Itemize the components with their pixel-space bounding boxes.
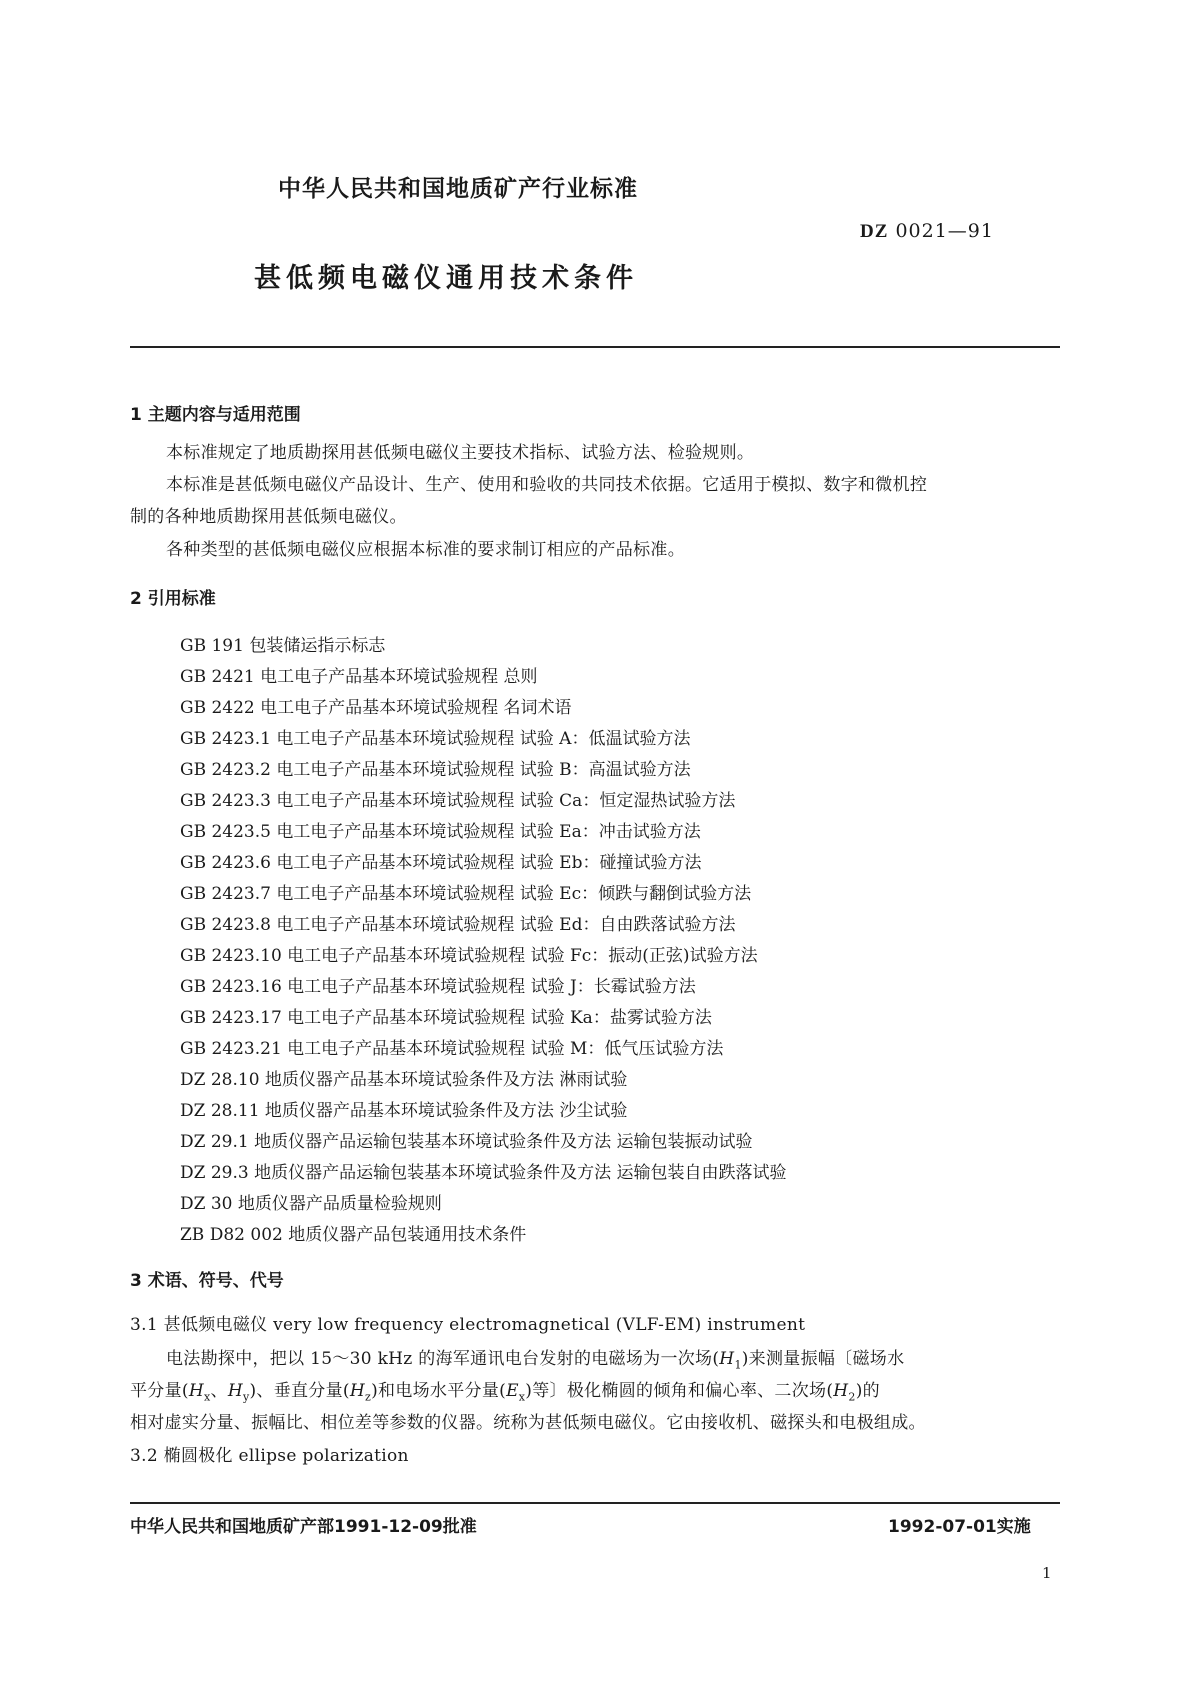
page-number: 1	[1042, 1564, 1052, 1582]
section1-paragraph-3: 各种类型的甚低频电磁仪应根据本标准的要求制订相应的产品标准。	[166, 540, 685, 560]
subscript: y	[242, 1390, 250, 1404]
reference-item: GB 2423.10 电工电子产品基本环境试验规程 试验 Fc：振动(正弦)试验方法	[180, 946, 758, 966]
reference-item: GB 2423.21 电工电子产品基本环境试验规程 试验 M：低气压试验方法	[180, 1039, 724, 1059]
reference-item: GB 2423.1 电工电子产品基本环境试验规程 试验 A：低温试验方法	[180, 729, 691, 749]
subscript: x	[518, 1390, 526, 1404]
standard-code	[860, 220, 994, 243]
reference-item: ZB D82 002 地质仪器产品包装通用技术条件	[180, 1225, 527, 1245]
reference-item: GB 2421 电工电子产品基本环境试验规程 总则	[180, 667, 538, 687]
symbol-h: H	[833, 1381, 849, 1401]
reference-item: GB 2423.16 电工电子产品基本环境试验规程 试验 J：长霉试验方法	[180, 977, 696, 997]
definition-text: )和电场水平分量(	[371, 1381, 507, 1401]
definition-line-3: 相对虚实分量、振幅比、相位差等参数的仪器。统称为甚低频电磁仪。它由接收机、磁探头和电极组成。	[130, 1413, 926, 1433]
org-title: 中华人民共和国地质矿产行业标准	[278, 176, 638, 202]
reference-item: GB 191 包装储运指示标志	[180, 636, 386, 656]
symbol-h: H	[227, 1381, 243, 1401]
subscript: z	[364, 1390, 372, 1404]
section1-paragraph-1: 本标准规定了地质勘探用甚低频电磁仪主要技术指标、试验方法、检验规则。	[166, 443, 755, 463]
definition-line-1	[166, 1344, 904, 1371]
section2-heading: 2 引用标准	[130, 589, 216, 609]
reference-item: GB 2423.6 电工电子产品基本环境试验规程 试验 Eb：碰撞试验方法	[180, 853, 702, 873]
definition-text: )、垂直分量(	[249, 1381, 350, 1401]
section1-heading: 1 主题内容与适用范围	[130, 405, 301, 425]
definition-line-2	[130, 1376, 880, 1403]
reference-item: DZ 29.3 地质仪器产品运输包装基本环境试验条件及方法 运输包装自由跌落试验	[180, 1163, 787, 1183]
subscript: x	[203, 1390, 211, 1404]
definition-text: 平分量(	[130, 1381, 189, 1401]
definition-text: )来测量振幅〔磁场水	[741, 1349, 905, 1369]
code-number: 0021—91	[895, 220, 994, 242]
subscript: 1	[734, 1358, 742, 1372]
definition-text: )等〕极化椭圆的倾角和偏心率、二次场(	[525, 1381, 834, 1401]
reference-item: GB 2423.8 电工电子产品基本环境试验规程 试验 Ed：自由跌落试验方法	[180, 915, 736, 935]
reference-item: GB 2423.3 电工电子产品基本环境试验规程 试验 Ca：恒定湿热试验方法	[180, 791, 736, 811]
symbol-h: H	[349, 1381, 365, 1401]
reference-item: DZ 28.10 地质仪器产品基本环境试验条件及方法 淋雨试验	[180, 1070, 628, 1090]
reference-item: DZ 30 地质仪器产品质量检验规则	[180, 1194, 442, 1214]
reference-item: GB 2423.5 电工电子产品基本环境试验规程 试验 Ea：冲击试验方法	[180, 822, 701, 842]
separator: 、	[210, 1381, 228, 1401]
approval-date: 中华人民共和国地质矿产部1991-12-09批准	[130, 1517, 477, 1537]
term-3-1: 3.1 甚低频电磁仪 very low frequency electromagnetical (VLF-EM) instrument	[130, 1315, 806, 1335]
reference-item: GB 2423.2 电工电子产品基本环境试验规程 试验 B：高温试验方法	[180, 760, 691, 780]
symbol-h: H	[188, 1381, 204, 1401]
effective-date: 1992-07-01实施	[888, 1517, 1031, 1537]
footer-divider	[130, 1502, 1060, 1504]
reference-item: GB 2423.17 电工电子产品基本环境试验规程 试验 Ka：盐雾试验方法	[180, 1008, 712, 1028]
header-divider	[130, 346, 1060, 348]
section1-paragraph-2b: 制的各种地质勘探用甚低频电磁仪。	[130, 507, 407, 527]
section1-paragraph-2a: 本标准是甚低频电磁仪产品设计、生产、使用和验收的共同技术依据。它适用于模拟、数字和微机控	[166, 475, 928, 495]
doc-title: 甚低频电磁仪通用技术条件	[254, 263, 638, 294]
section3-heading: 3 术语、符号、代号	[130, 1271, 284, 1291]
reference-item: DZ 28.11 地质仪器产品基本环境试验条件及方法 沙尘试验	[180, 1101, 628, 1121]
term-3-2: 3.2 椭圆极化 ellipse polarization	[130, 1446, 409, 1466]
reference-item: GB 2423.7 电工电子产品基本环境试验规程 试验 Ec：倾跌与翻倒试验方法	[180, 884, 752, 904]
reference-item: DZ 29.1 地质仪器产品运输包装基本环境试验条件及方法 运输包装振动试验	[180, 1132, 753, 1152]
code-prefix: DZ	[860, 221, 889, 242]
reference-item: GB 2422 电工电子产品基本环境试验规程 名词术语	[180, 698, 572, 718]
symbol-h: H	[719, 1349, 735, 1369]
subscript: 2	[848, 1390, 856, 1404]
definition-text: 电法勘探中，把以 15～30 kHz 的海军通讯电台发射的电磁场为一次场(	[166, 1349, 720, 1369]
symbol-e: E	[506, 1381, 519, 1401]
definition-text: )的	[855, 1381, 880, 1401]
